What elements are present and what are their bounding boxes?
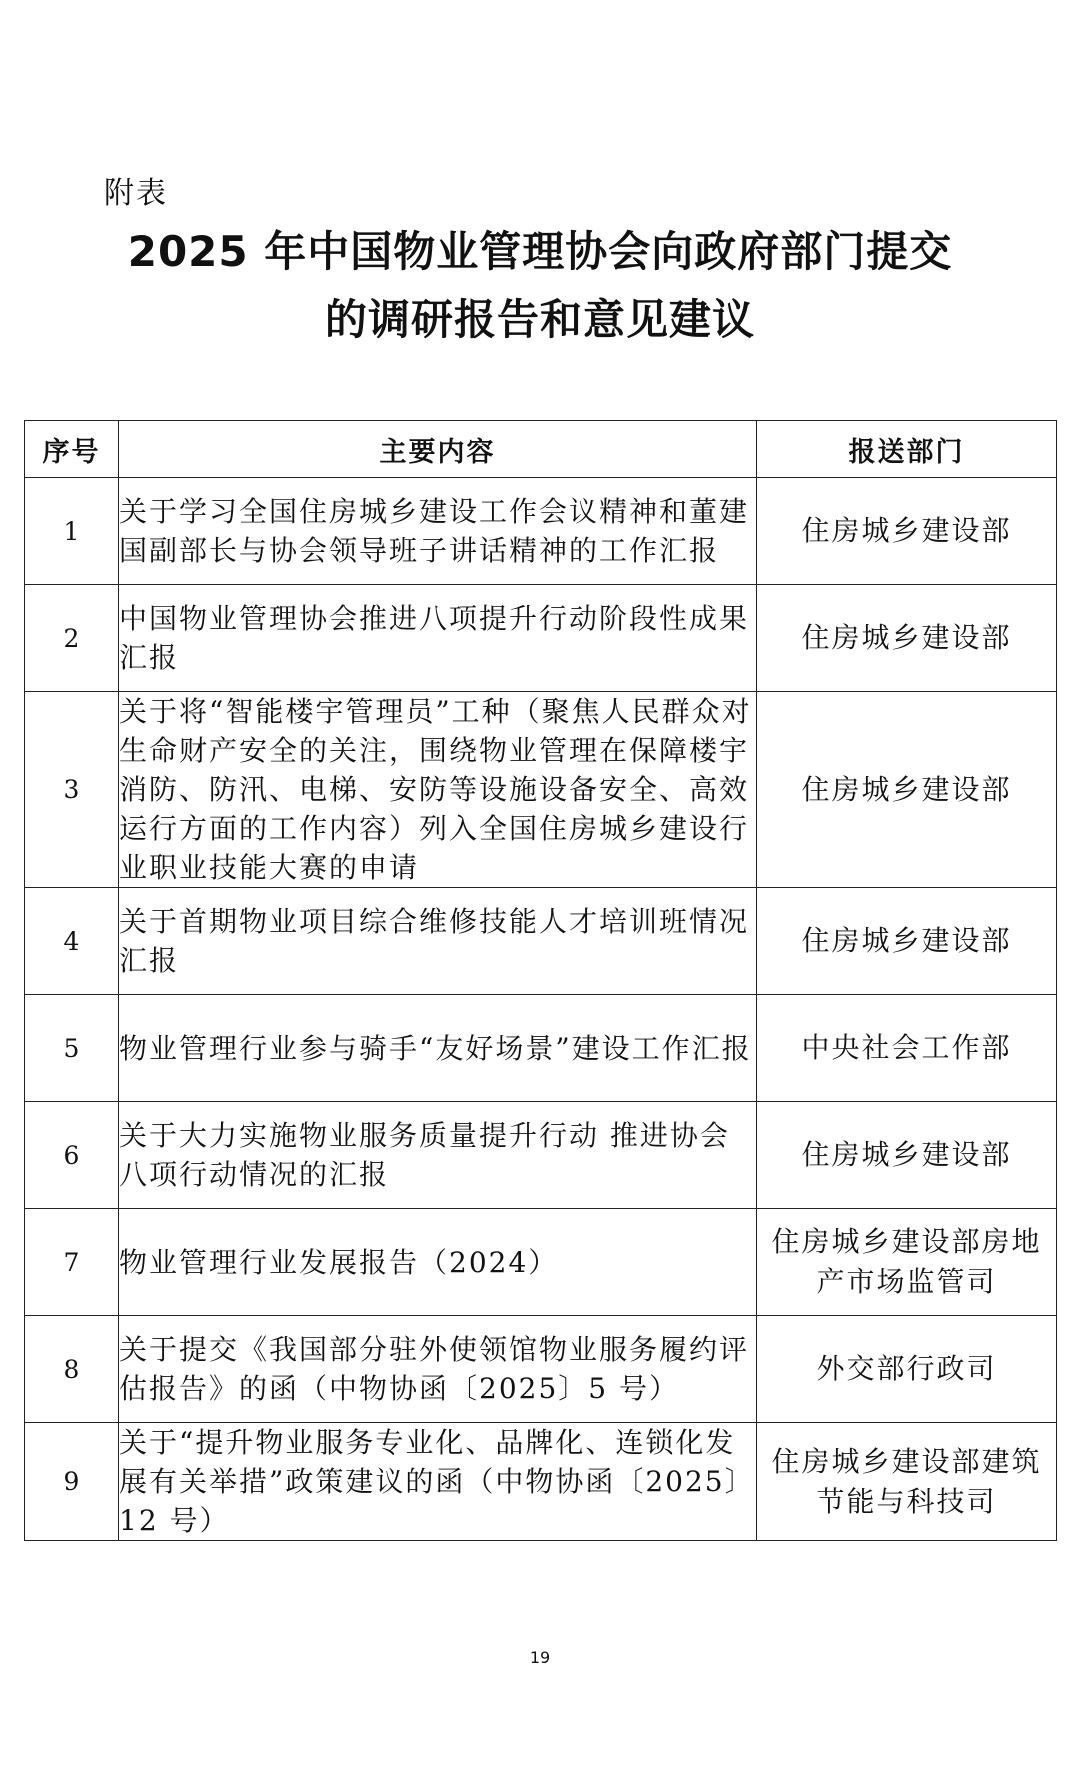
row-dept: 中央社会工作部 (757, 995, 1057, 1102)
header-content: 主要内容 (119, 421, 757, 478)
row-seq: 8 (25, 1316, 119, 1423)
document-title-line-2: 的调研报告和意见建议 (324, 295, 755, 344)
document-title-line-1: 2025 年中国物业管理协会向政府部门提交 (127, 227, 953, 276)
row-content: 关于“提升物业服务专业化、品牌化、连锁化发展有关举措”政策建议的函（中物协函〔2025〕12 号） (119, 1423, 757, 1541)
attachment-label: 附表 (104, 176, 168, 211)
row-content: 关于首期物业项目综合维修技能人才培训班情况汇报 (119, 888, 757, 995)
row-content: 中国物业管理协会推进八项提升行动阶段性成果汇报 (119, 585, 757, 692)
row-dept: 住房城乡建设部 (757, 888, 1057, 995)
table-row (25, 692, 1057, 888)
row-dept: 住房城乡建设部 (757, 478, 1057, 585)
row-seq: 4 (25, 888, 119, 995)
row-content: 关于大力实施物业服务质量提升行动 推进协会八项行动情况的汇报 (119, 1102, 757, 1209)
table-row (25, 1102, 1057, 1209)
row-content: 关于学习全国住房城乡建设工作会议精神和董建国副部长与协会领导班子讲话精神的工作汇报 (119, 478, 757, 585)
header-dept: 报送部门 (757, 421, 1057, 478)
row-dept: 住房城乡建设部 (757, 692, 1057, 888)
row-seq: 3 (25, 692, 119, 888)
table-row (25, 1423, 1057, 1541)
row-dept: 外交部行政司 (757, 1316, 1057, 1423)
row-content: 物业管理行业参与骑手“友好场景”建设工作汇报 (119, 995, 757, 1102)
row-seq: 2 (25, 585, 119, 692)
table-row (25, 888, 1057, 995)
row-content: 物业管理行业发展报告（2024） (119, 1209, 757, 1316)
row-dept: 住房城乡建设部建筑节能与科技司 (757, 1423, 1057, 1541)
table-row (25, 995, 1057, 1102)
table-row (25, 585, 1057, 692)
row-seq: 9 (25, 1423, 119, 1541)
row-seq: 6 (25, 1102, 119, 1209)
page-number: 19 (529, 1648, 551, 1667)
table-header-row (25, 421, 1057, 478)
row-seq: 7 (25, 1209, 119, 1316)
row-dept: 住房城乡建设部 (757, 1102, 1057, 1209)
row-dept: 住房城乡建设部房地产市场监管司 (757, 1209, 1057, 1316)
table-row (25, 478, 1057, 585)
table-row (25, 1209, 1057, 1316)
table-row (25, 1316, 1057, 1423)
row-seq: 1 (25, 478, 119, 585)
row-content: 关于将“智能楼宇管理员”工种（聚焦人民群众对生命财产安全的关注，围绕物业管理在保障楼宇消防、防汛、电梯、安防等设施设备安全、高效运行方面的工作内容）列入全国住房城乡建设行业职业技能大赛的申请 (119, 692, 757, 888)
row-content: 关于提交《我国部分驻外使领馆物业服务履约评估报告》的函（中物协函〔2025〕5 号） (119, 1316, 757, 1423)
row-seq: 5 (25, 995, 119, 1102)
header-seq: 序号 (25, 421, 119, 478)
report-table (24, 420, 1057, 1541)
row-dept: 住房城乡建设部 (757, 585, 1057, 692)
